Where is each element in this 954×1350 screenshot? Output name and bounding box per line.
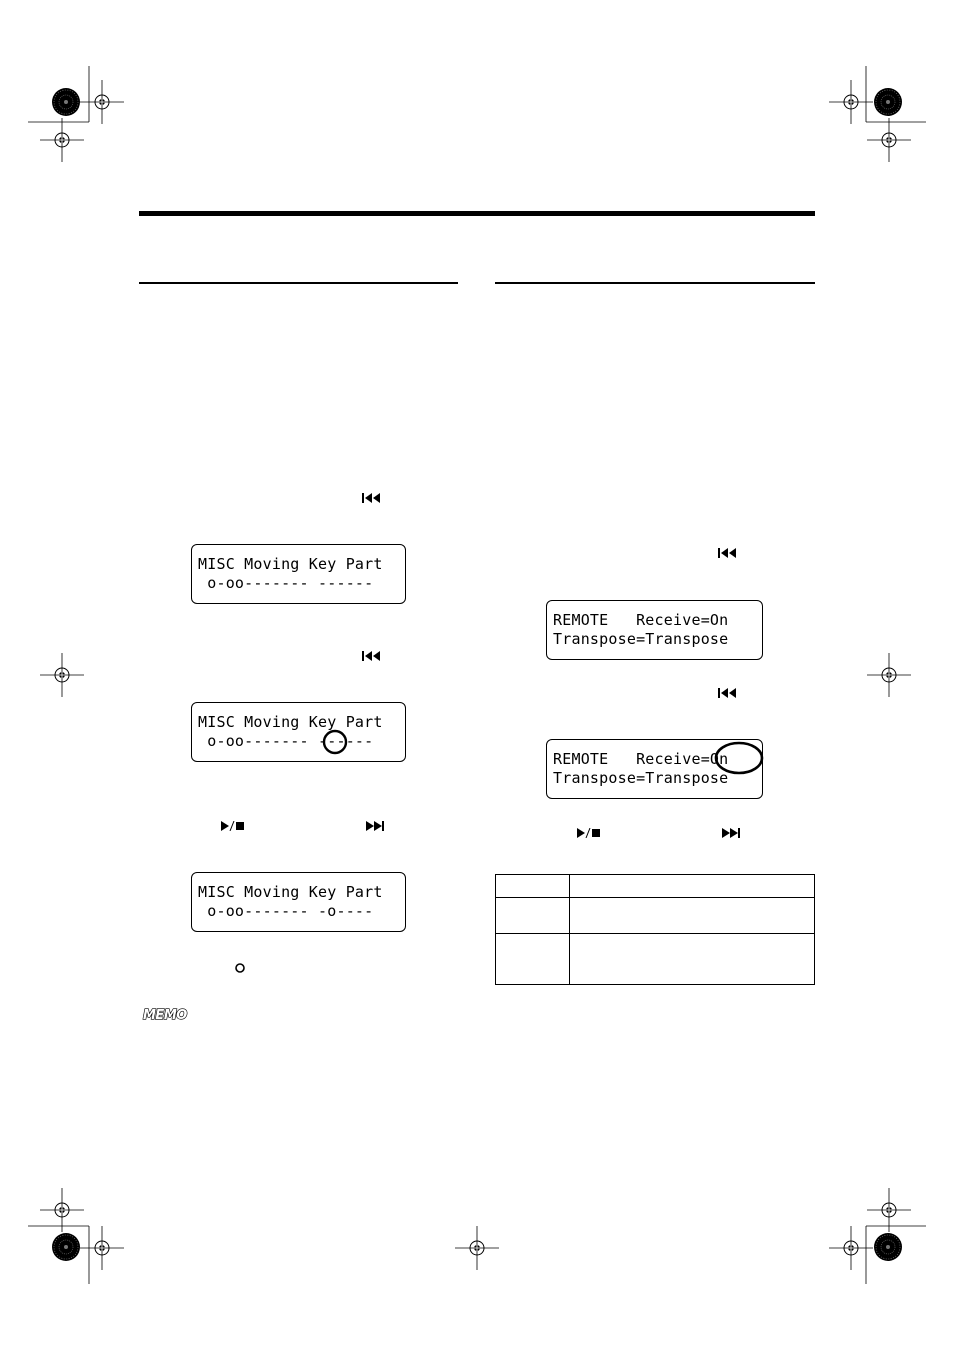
lcd-display-remote-1 [546, 600, 763, 660]
memo-label: MEMO [143, 1008, 187, 1023]
rewind-icon [362, 493, 382, 503]
left-section-rule [139, 282, 458, 284]
lcd-line-1: MISC Moving Key Part [198, 883, 383, 901]
lcd-line-1: REMOTE Receive=On [553, 611, 729, 629]
lcd-line-2: o-oo------- ------ [198, 574, 374, 592]
table-header-divider [496, 897, 814, 898]
lcd-line-2: Transpose=Transpose [553, 630, 729, 648]
lcd-line-1: MISC Moving Key Part [198, 713, 383, 731]
table-row-divider [496, 933, 814, 934]
lcd-line-2: o-oo------- -o---- [198, 902, 374, 920]
right-section-rule [495, 282, 815, 284]
small-circle-icon [234, 962, 246, 974]
lcd-display-misc-2 [191, 702, 406, 762]
play-stop-icon [221, 821, 245, 831]
rewind-icon [362, 651, 382, 661]
highlight-circle [322, 729, 348, 755]
play-stop-icon [577, 828, 601, 838]
rewind-icon [718, 548, 738, 558]
settings-table [495, 874, 815, 985]
fast-forward-icon [366, 821, 386, 831]
lcd-line-2: o-oo------- ------ [198, 732, 374, 750]
fast-forward-icon [722, 828, 742, 838]
lcd-line-1: MISC Moving Key Part [198, 555, 383, 573]
table-column-divider [569, 875, 570, 984]
lcd-display-misc-3 [191, 872, 406, 932]
lcd-line-1: REMOTE Receive=On [553, 750, 729, 768]
highlight-ellipse [713, 740, 765, 776]
lcd-display-misc-1 [191, 544, 406, 604]
header-rule [139, 211, 815, 216]
rewind-icon [718, 688, 738, 698]
lcd-line-2: Transpose=Transpose [553, 769, 729, 787]
